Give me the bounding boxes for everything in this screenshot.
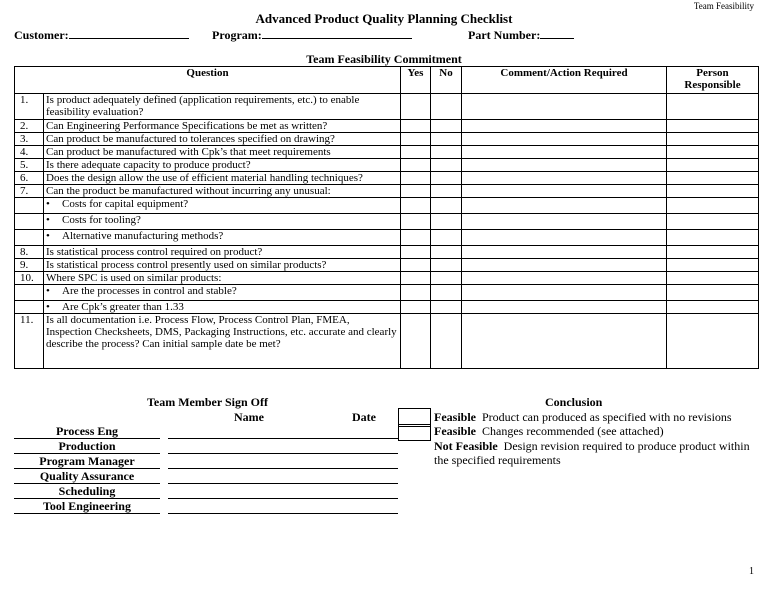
no-cell[interactable] [431,159,462,172]
conclusion-text: Changes recommended (see attached) [482,424,664,438]
program-label: Program: [212,28,262,42]
conclusion-option-changes [434,424,664,438]
col-no: No [431,67,462,94]
page-number: 1 [749,566,754,577]
row-number: 9. [15,259,44,272]
question-cell [44,133,401,146]
part-number-field [468,27,574,43]
signoff-role-label: Program Manager [14,455,160,469]
comment-cell[interactable] [462,259,667,272]
no-cell[interactable] [431,198,462,214]
row-number: 4. [15,146,44,159]
conclusion-label: Feasible [434,424,476,438]
question-cell [44,159,401,172]
question-text: Is product adequately defined (application requirements, etc.) to enable feasibility evaluation? [46,94,360,118]
no-cell[interactable] [431,214,462,230]
row-number: 5. [15,159,44,172]
customer-field [14,27,189,43]
yes-cell[interactable] [401,214,431,230]
yes-cell[interactable] [401,172,431,185]
question-text: Can product be manufactured to tolerances specified on drawing? [46,133,335,145]
person-cell[interactable] [667,159,759,172]
question-text: Is statistical process control presently used on similar products? [46,259,327,271]
table-row [15,214,759,230]
person-cell[interactable] [667,172,759,185]
table-row [15,259,759,272]
person-cell[interactable] [667,285,759,301]
table-header-row [15,67,759,94]
col-question: Question [15,67,401,94]
table-row [15,185,759,198]
no-cell[interactable] [431,230,462,246]
signoff-line[interactable] [168,468,398,469]
signoff-role-label: Production [14,440,160,454]
yes-cell[interactable] [401,185,431,198]
signoff-line[interactable] [168,453,398,454]
no-cell[interactable] [431,146,462,159]
conclusion-label: Not Feasible [434,439,498,453]
comment-cell[interactable] [462,94,667,120]
section-title: Team Feasibility Commitment [306,52,462,66]
no-cell[interactable] [431,314,462,369]
table-row [15,120,759,133]
table-row [15,94,759,120]
signoff-line[interactable] [168,438,398,439]
conclusion-title: Conclusion [545,395,603,409]
signoff-role-label: Process Eng [14,425,160,439]
question-text: Can Engineering Performance Specifications be met as written? [46,120,328,132]
question-text: Can product be manufactured with Cpk’s that meet requirements [46,146,331,158]
question-cell [44,120,401,133]
customer-input-line[interactable] [69,27,189,39]
table-row [15,133,759,146]
row-number: 6. [15,172,44,185]
no-cell[interactable] [431,120,462,133]
person-cell[interactable] [667,314,759,369]
yes-cell[interactable] [401,259,431,272]
no-cell[interactable] [431,172,462,185]
comment-cell[interactable] [462,301,667,314]
signoff-role-label: Scheduling [14,485,160,499]
person-cell[interactable] [667,301,759,314]
person-cell[interactable] [667,94,759,120]
feasibility-table [14,66,759,369]
comment-cell[interactable] [462,314,667,369]
signoff-title: Team Member Sign Off [147,395,268,409]
question-cell [44,146,401,159]
row-number [15,301,44,314]
no-cell[interactable] [431,272,462,285]
program-input-line[interactable] [262,27,412,39]
no-cell[interactable] [431,94,462,120]
comment-cell[interactable] [462,133,667,146]
comment-cell[interactable] [462,198,667,214]
person-cell[interactable] [667,146,759,159]
question-cell [44,301,401,314]
table-row [15,285,759,301]
question-cell [44,272,401,285]
comment-cell[interactable] [462,159,667,172]
comment-cell[interactable] [462,272,667,285]
date-column-label: Date [352,410,376,424]
question-cell [44,94,401,120]
person-cell[interactable] [667,272,759,285]
signoff-line[interactable] [168,498,398,499]
yes-cell[interactable] [401,94,431,120]
comment-cell[interactable] [462,120,667,133]
question-cell [44,246,401,259]
conclusion-text: Design revision required to produce product within the specified requirements [434,439,750,467]
no-cell[interactable] [431,285,462,301]
yes-cell[interactable] [401,146,431,159]
question-text: Is there adequate capacity to produce product? [46,159,251,171]
table-row [15,246,759,259]
row-number: 8. [15,246,44,259]
yes-cell[interactable] [401,120,431,133]
corner-label: Team Feasibility [693,1,754,11]
conclusion-label: Feasible [434,410,476,424]
col-person [667,67,759,94]
yes-cell[interactable] [401,272,431,285]
comment-cell[interactable] [462,185,667,198]
row-number [15,230,44,246]
yes-cell[interactable] [401,246,431,259]
row-number: 2. [15,120,44,133]
person-cell[interactable] [667,246,759,259]
question-text: Alternative manufacturing methods? [62,230,224,242]
no-cell[interactable] [431,185,462,198]
row-number: 3. [15,133,44,146]
row-number: 7. [15,185,44,198]
yes-cell[interactable] [401,230,431,246]
signoff-role-label: Quality Assurance [14,470,160,484]
question-cell [44,230,401,246]
comment-cell[interactable] [462,146,667,159]
conclusion-text: Product can produced as specified with no revisions [482,410,732,424]
col-yes: Yes [401,67,431,94]
bullet-icon: • [46,214,50,226]
question-text: Is statistical process control required on product? [46,246,263,258]
row-number [15,198,44,214]
no-cell[interactable] [431,246,462,259]
yes-cell[interactable] [401,198,431,214]
table-row [15,301,759,314]
person-cell[interactable] [667,230,759,246]
question-text: Is all documentation i.e. Process Flow, Process Control Plan, FMEA, Inspection Checksheets, DMS, Packaging Instructions, etc. accurate and clearly describe the process? Can initial sample date be met? [46,314,397,350]
comment-cell[interactable] [462,230,667,246]
yes-cell[interactable] [401,133,431,146]
conclusion-option-not-feasible [434,439,754,467]
part-number-label: Part Number: [468,28,541,42]
part-number-input-line[interactable] [540,27,574,39]
person-cell[interactable] [667,185,759,198]
feasible-with-changes-checkbox[interactable] [398,424,431,441]
no-cell[interactable] [431,301,462,314]
table-row [15,272,759,285]
table-row [15,146,759,159]
page-title: Advanced Product Quality Planning Checklist [255,11,513,26]
conclusion-option-feasible [434,410,732,424]
row-number [15,285,44,301]
no-cell[interactable] [431,133,462,146]
program-field [212,27,412,43]
question-text: Where SPC is used on similar products: [46,272,222,284]
table-row [15,198,759,214]
col-person-line2: Responsible [684,79,741,91]
question-cell [44,285,401,301]
yes-cell[interactable] [401,314,431,369]
yes-cell[interactable] [401,285,431,301]
signoff-role-label: Tool Engineering [14,500,160,514]
signoff-line[interactable] [168,513,398,514]
comment-cell[interactable] [462,214,667,230]
bullet-icon: • [46,285,50,297]
no-cell[interactable] [431,259,462,272]
question-text: Are the processes in control and stable? [62,285,237,297]
table-row [15,314,759,369]
person-cell[interactable] [667,214,759,230]
question-cell [44,314,401,369]
signoff-line[interactable] [168,483,398,484]
bullet-icon: • [46,301,50,313]
question-text: Can the product be manufactured without incurring any unusual: [46,185,331,197]
person-cell[interactable] [667,120,759,133]
question-text: Costs for capital equipment? [62,198,189,210]
question-cell [44,172,401,185]
comment-cell[interactable] [462,246,667,259]
question-cell [44,214,401,230]
question-text: Does the design allow the use of efficient material handling techniques? [46,172,363,184]
question-cell [44,198,401,214]
person-cell[interactable] [667,198,759,214]
table-row [15,159,759,172]
question-cell [44,259,401,272]
row-number: 11. [15,314,44,369]
customer-label: Customer: [14,28,69,42]
person-cell[interactable] [667,259,759,272]
row-number: 10. [15,272,44,285]
question-text: Costs for tooling? [62,214,141,226]
table-row [15,172,759,185]
person-cell[interactable] [667,133,759,146]
row-number [15,214,44,230]
yes-cell[interactable] [401,301,431,314]
question-text: Are Cpk’s greater than 1.33 [62,301,184,313]
row-number: 1. [15,94,44,120]
question-cell [44,185,401,198]
yes-cell[interactable] [401,159,431,172]
comment-cell[interactable] [462,285,667,301]
col-comment: Comment/Action Required [462,67,667,94]
comment-cell[interactable] [462,172,667,185]
table-row [15,230,759,246]
bullet-icon: • [46,198,50,210]
name-column-label: Name [234,410,264,424]
bullet-icon: • [46,230,50,242]
col-person-line1: Person [696,67,729,79]
